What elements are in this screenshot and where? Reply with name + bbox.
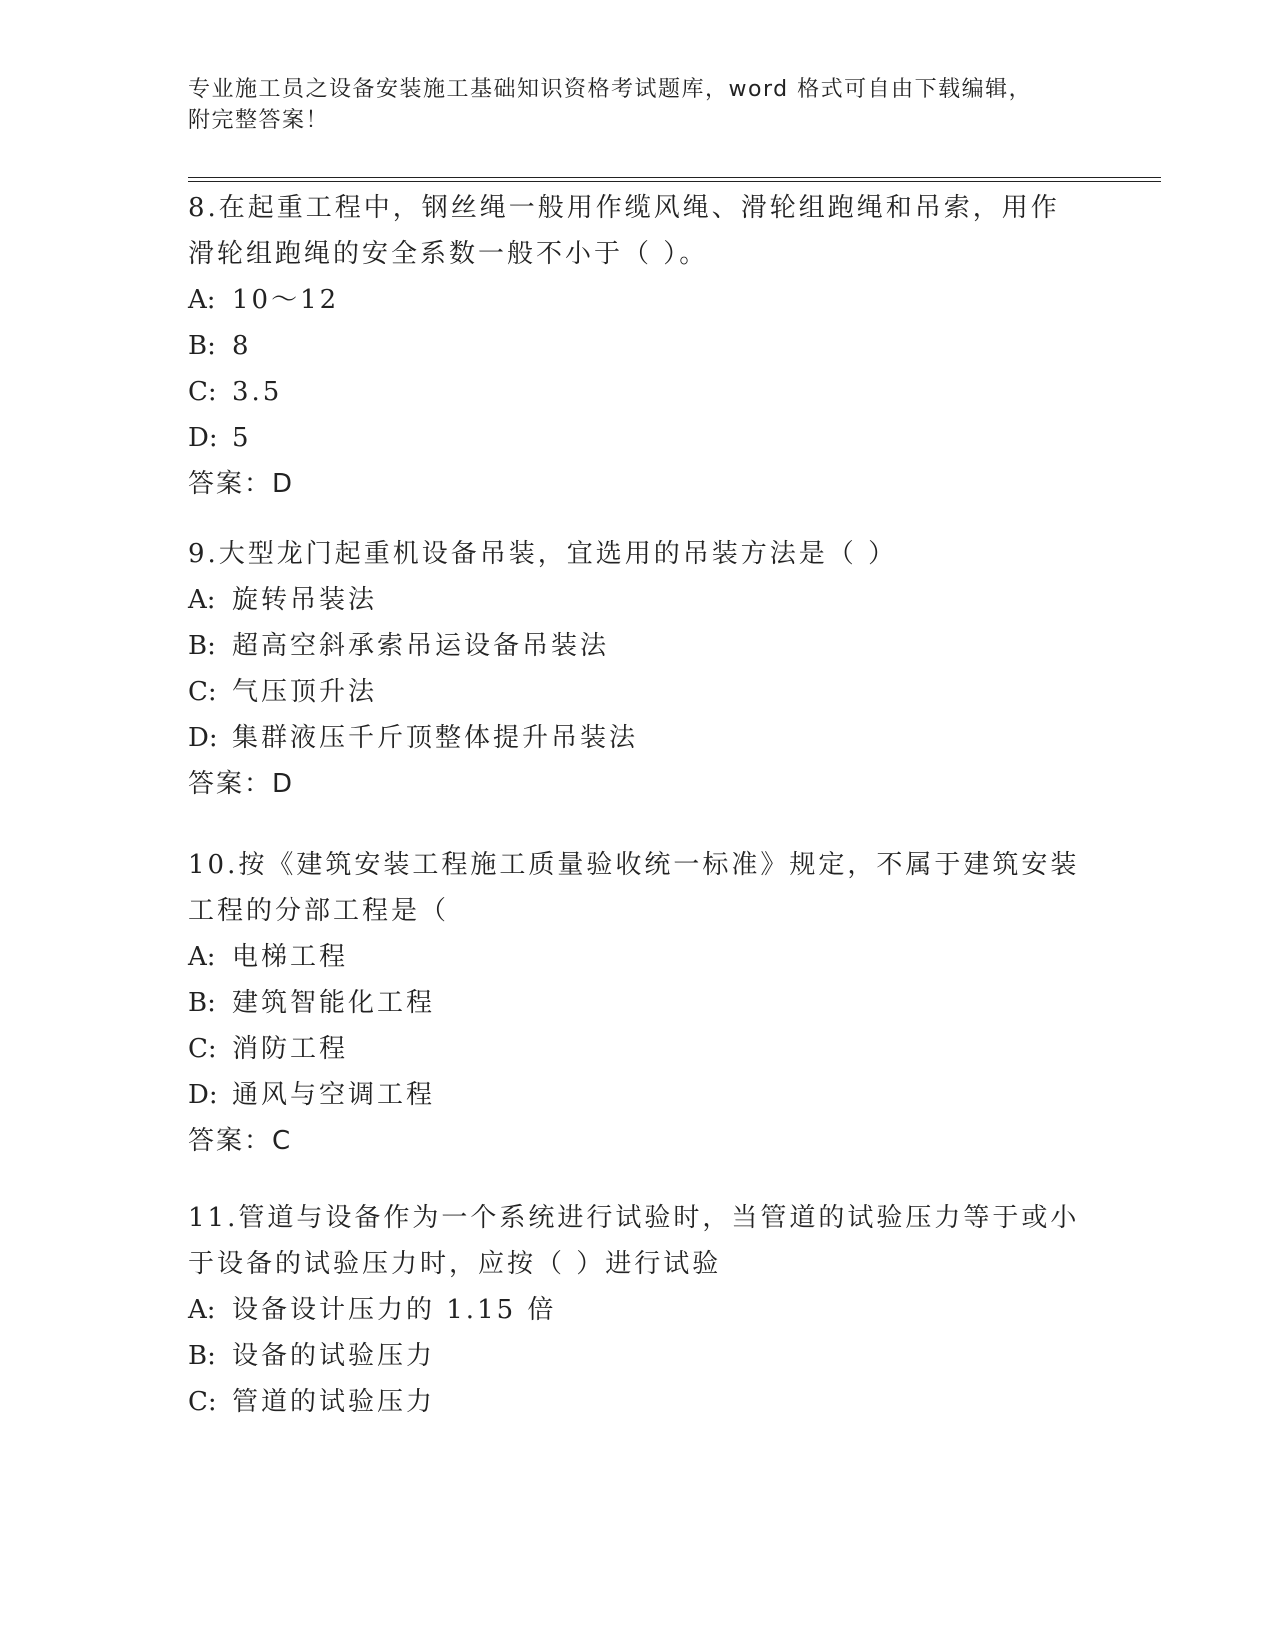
- option-a: [188, 934, 1088, 980]
- option-label: C:: [188, 677, 217, 707]
- question-stem-line: 滑轮组跑绳的安全系数一般不小于（ ）。: [188, 239, 709, 269]
- option-label: B:: [188, 631, 216, 661]
- option-label: A:: [188, 585, 216, 615]
- header-divider-bottom: [188, 181, 1161, 182]
- option-text: 8: [232, 331, 252, 361]
- option-text: 气压顶升法: [232, 677, 378, 707]
- question-stem-line: 工程的分部工程是（: [188, 896, 450, 926]
- header-text-line-2: 附完整答案！: [188, 108, 330, 133]
- question-stem-line: 于设备的试验压力时，应按（ ）进行试验: [188, 1249, 722, 1279]
- option-label: A:: [188, 285, 216, 315]
- question-10: [188, 842, 1088, 1164]
- option-b: [188, 323, 1088, 369]
- option-text: 设备设计压力的 1.15 倍: [232, 1295, 557, 1325]
- option-c: [188, 1026, 1088, 1072]
- question-stem-line: 9.大型龙门起重机设备吊装，宜选用的吊装方法是（ ）: [188, 539, 898, 569]
- option-label: C:: [188, 1034, 217, 1064]
- option-text: 旋转吊装法: [232, 585, 378, 615]
- option-label: D:: [188, 723, 218, 753]
- option-c: [188, 669, 1088, 715]
- option-text: 集群液压千斤顶整体提升吊装法: [232, 723, 639, 753]
- option-label: A:: [188, 942, 216, 972]
- option-c: [188, 1379, 1088, 1425]
- option-label: A:: [188, 1295, 216, 1325]
- option-d: [188, 1072, 1088, 1118]
- option-b: [188, 980, 1088, 1026]
- question-stem-line: 11.管道与设备作为一个系统进行试验时，当管道的试验压力等于或小: [188, 1203, 1080, 1233]
- option-a: [188, 277, 1088, 323]
- answer: 答案：D: [188, 469, 295, 499]
- option-label: D:: [188, 423, 218, 453]
- option-b: [188, 1333, 1088, 1379]
- option-text: 10～12: [232, 285, 340, 315]
- question-9: [188, 531, 1088, 807]
- option-text: 通风与空调工程: [232, 1080, 436, 1110]
- question-stem-line: 8.在起重工程中，钢丝绳一般用作缆风绳、滑轮组跑绳和吊索，用作: [188, 193, 1060, 223]
- option-text: 3.5: [232, 377, 283, 407]
- answer: 答案：C: [188, 1126, 293, 1156]
- option-label: D:: [188, 1080, 218, 1110]
- option-text: 管道的试验压力: [232, 1387, 436, 1417]
- header-text-line-1: 专业施工员之设备安装施工基础知识资格考试题库，word 格式可自由下载编辑，: [188, 77, 1033, 102]
- option-text: 超高空斜承索吊运设备吊装法: [232, 631, 610, 661]
- question-stem-line: 10.按《建筑安装工程施工质量验收统一标准》规定，不属于建筑安装: [188, 850, 1080, 880]
- option-d: [188, 715, 1088, 761]
- option-label: B:: [188, 1341, 216, 1371]
- option-label: B:: [188, 988, 216, 1018]
- option-text: 5: [232, 423, 252, 453]
- option-c: [188, 369, 1088, 415]
- option-label: C:: [188, 377, 217, 407]
- option-a: [188, 1287, 1088, 1333]
- question-8: [188, 185, 1088, 507]
- option-d: [188, 415, 1088, 461]
- option-text: 设备的试验压力: [232, 1341, 436, 1371]
- question-11: [188, 1195, 1088, 1425]
- option-text: 消防工程: [232, 1034, 349, 1064]
- option-text: 电梯工程: [232, 942, 349, 972]
- option-b: [188, 623, 1088, 669]
- option-label: B:: [188, 331, 216, 361]
- header-divider-top: [188, 177, 1161, 178]
- option-a: [188, 577, 1088, 623]
- option-text: 建筑智能化工程: [232, 988, 436, 1018]
- answer: 答案：D: [188, 769, 295, 799]
- option-label: C:: [188, 1387, 217, 1417]
